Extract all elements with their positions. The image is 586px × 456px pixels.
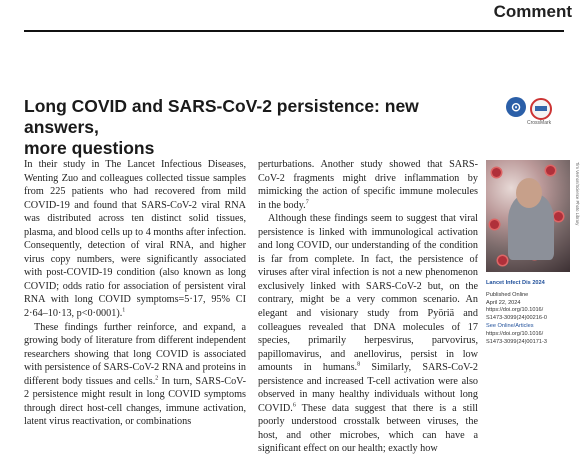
reference-7[interactable]: 7 (305, 199, 309, 206)
virus-particle (492, 168, 501, 177)
doi-link-1b[interactable]: S1473-3099(24)00216-0 (486, 315, 547, 322)
virus-particle (554, 212, 563, 221)
body-column-1 (24, 158, 246, 429)
reference-2[interactable]: 2 (155, 375, 159, 382)
sidebar-notes (486, 280, 576, 346)
reference-6[interactable]: 6 (292, 402, 296, 409)
paragraph-2: These findings further reinforce, and expand, a growing body of literature from different independent researchers showing that long COVID is associated with persistence of SARS-CoV-2 RNA and proteins in different body tissues and cells.$^2$ In turn, SARS-CoV-2 persistence might result in long COVID symptoms through direct host-cell changes, immune activation, latent virus reactivation, or combinations (24, 321, 246, 428)
doi-link-2a[interactable]: https://doi.org/10.1016/ (486, 330, 544, 337)
badges (506, 97, 556, 133)
virus-particle (546, 166, 555, 175)
crossmark-label: CrossMark (527, 120, 552, 126)
open-access-icon[interactable]: ⊙ (506, 97, 526, 117)
doi-link-2b[interactable]: S1473-3099(24)00171-3 (486, 338, 547, 345)
paragraph-3: perturbations. Another study showed that SARS-CoV-2 fragments might drive inflammation by mimicking the action of specific immune molecules in the body.$^7$ (258, 159, 478, 211)
article-figure (486, 160, 570, 272)
figure-person-head (516, 178, 542, 208)
reference-8[interactable]: 8 (357, 361, 361, 368)
section-label: Comment (493, 2, 572, 21)
crossmark-icon[interactable] (530, 98, 552, 120)
see-online-link[interactable]: See Online/Articles (486, 322, 534, 329)
paragraph-4: Although these findings seem to suggest that viral persistence is linked with immunological activation and long COVID, our understanding of the condition is far from complete. In fact, the persistence of viruses after viral infection is not a new phenomenon exclusively linked with SARS-CoV-2 but, on the contrary, might be a very common scenario. An elegant and visionary study from Pyöriä and colleagues revealed that DNA molecules of 17 species, primarily herpesvirus, parvovirus, papillomavirus, and anellovirus, persist in low amounts in humans.$^8$ Similarly, SARS-CoV-2 persistence and increased T-cell activation were also observed in many healthy individuals without long COVID.$^6$ These data suggest that there is a still poorly understood crosstalk between viruses, the host, and other microbes, which can have a significant effect on our health; exactly how (258, 213, 478, 455)
virus-particle (490, 220, 499, 229)
virus-particle (498, 256, 507, 265)
title-line-2: more questions (24, 138, 155, 158)
paragraph-1: In their study in The Lancet Infectious Diseases, Wenting Zuo and colleagues collected tissue samples from 225 patients who had recovered from mild COVID-19 and found that SARS-CoV-2 viral RNA was distributed across ten distinct solid tissues, plasma, and blood cells up to 4 months after infection. Consequently, detection of viral RNA, and higher virus copy numbers, were significantly associated with post-COVID-19 condition (also known as long COVID; odds ratio for association of persistent viral RNA with long COVID symptoms=5·17, 95% CI 2·64–10·13, p<0·0001).$^1$ (24, 159, 246, 320)
journal-citation[interactable]: Lancet Infect Dis 2024 (486, 280, 545, 286)
header-rule (24, 30, 564, 32)
body-column-2 (258, 158, 478, 456)
published-date: April 22, 2024 (486, 299, 521, 306)
reference-1[interactable]: 1 (122, 307, 126, 314)
article-title (24, 96, 494, 159)
doi-link-1a[interactable]: https://doi.org/10.1016/ (486, 307, 544, 314)
figure-credit: Tim Vernon/Science Photo Library (575, 162, 580, 226)
header-bar (0, 0, 586, 34)
published-label: Published Online (486, 291, 529, 298)
title-line-1: Long COVID and SARS-CoV-2 persistence: new answers, (24, 96, 419, 137)
